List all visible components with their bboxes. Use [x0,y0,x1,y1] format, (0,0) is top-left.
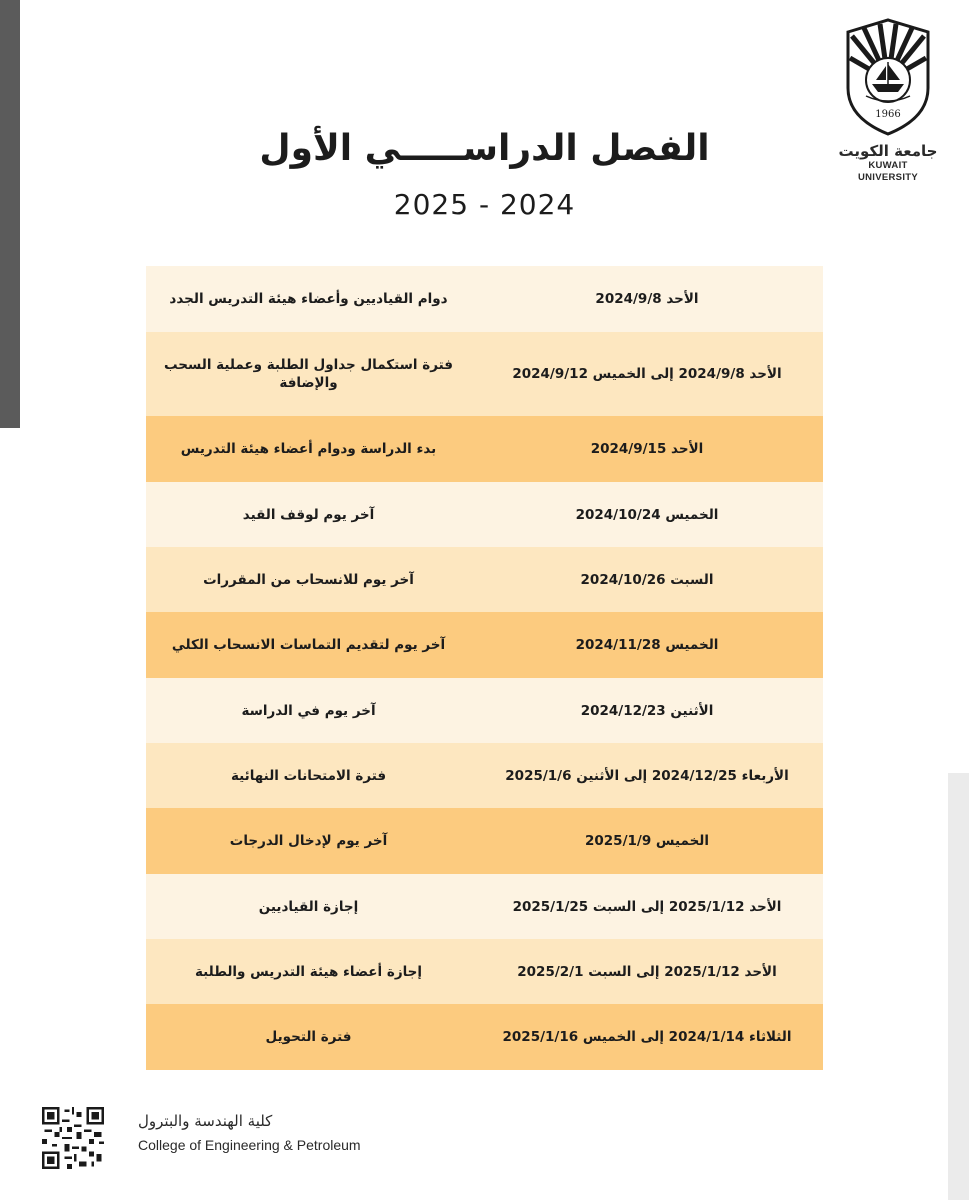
calendar-row [146,1004,823,1070]
calendar-row [146,939,823,1004]
calendar-event: آخر يوم لوقف القيد [242,506,375,523]
calendar-date: الأحد 2024/9/15 [590,441,704,457]
calendar-date: الأربعاء 2024/12/25 إلى الأثنين 2025/1/6 [505,767,789,784]
calendar-row [146,332,823,416]
calendar-row [146,612,823,678]
calendar-event: آخر يوم لتقديم التماسات الانسحاب الكلي [171,637,446,653]
calendar-event: فترة الامتحانات النهائية [230,767,387,784]
calendar-row [146,482,823,547]
university-name-ar: جامعة الكويت [838,142,938,160]
college-name-ar: كلية الهندسة والبترول [138,1112,273,1130]
calendar-row [146,547,823,612]
calendar-event: دوام القياديين وأعضاء هيئة التدريس الجدد [169,291,448,307]
calendar-date: الخميس 2025/1/9 [585,833,710,849]
college-name-en: College of Engineering & Petroleum [138,1137,361,1153]
calendar-date: الأحد 2025/1/12 إلى السبت 2025/1/25 [512,898,782,915]
university-name-en: KUWAIT UNIVERSITY [857,160,918,183]
logo-year: 1966 [875,109,901,120]
academic-years: 2025 - 2024 [393,188,576,221]
calendar-event: آخر يوم في الدراسة [241,702,376,719]
calendar-table [146,266,823,1070]
calendar-row [146,266,823,332]
calendar-row [146,743,823,808]
calendar-row [146,874,823,939]
page-title: الفصل الدراســـــي الأول [259,128,710,169]
calendar-date: الأحد 2024/9/8 [595,291,699,307]
calendar-event: إجازة أعضاء هيئة التدريس والطلبة [194,963,423,980]
calendar-date: الأحد 2025/1/12 إلى السبت 2025/2/1 [517,963,777,980]
calendar-date: الثلاثاء 2024/1/14 إلى الخميس 2025/1/16 [502,1029,792,1045]
calendar-row [146,808,823,874]
calendar-date: الخميس 2024/10/24 [575,506,719,523]
calendar-date: الخميس 2024/11/28 [575,637,719,653]
university-emblem-icon [840,18,936,136]
calendar-date: الأحد 2024/9/8 إلى الخميس 2024/9/12 [512,366,782,382]
calendar-event: إجازة القياديين [258,898,359,915]
qr-code-icon[interactable] [42,1107,104,1169]
calendar-event: بدء الدراسة ودوام أعضاء هيئة التدريس [180,441,437,457]
calendar-row [146,416,823,482]
calendar-date: السبت 2024/10/26 [580,571,714,588]
calendar-row [146,678,823,743]
right-accent-bar [948,773,969,1200]
calendar-event: آخر يوم لإدخال الدرجات [229,833,388,849]
calendar-event: آخر يوم للانسحاب من المقررات [203,571,414,588]
calendar-date: الأثنين 2024/12/23 [580,702,714,719]
calendar-event: فترة استكمال جداول الطلبة وعملية السحب والإضافة [164,357,453,391]
calendar-event: فترة التحويل [265,1029,352,1045]
